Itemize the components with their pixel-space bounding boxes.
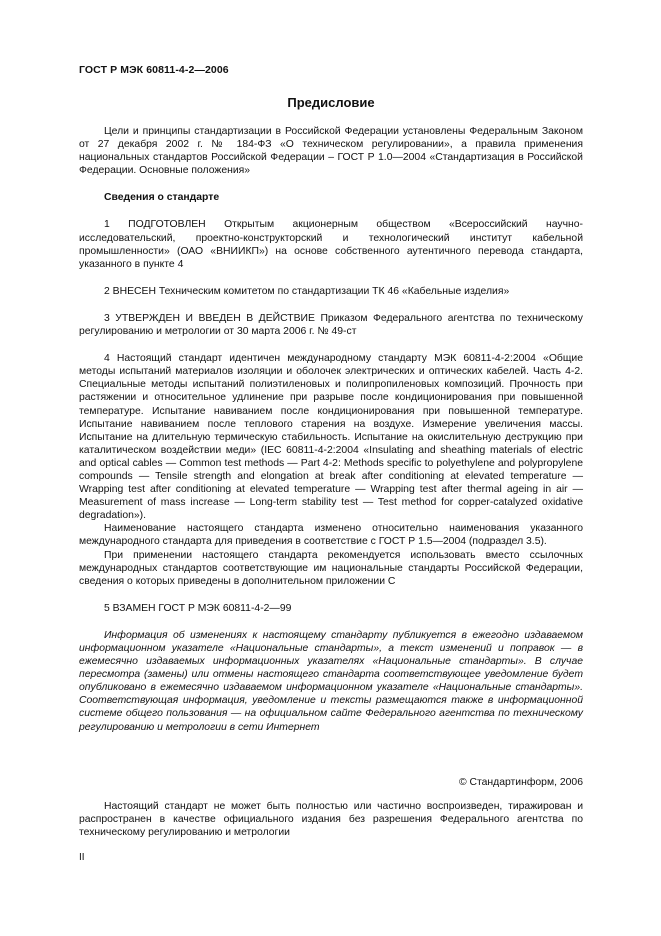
- page-title: Предисловие: [287, 95, 375, 110]
- changes-info-paragraph: Информация об изменениях к настоящему стандарту публикуется в ежегодно издаваемом информационном указателе «Национальные стандарты», а текст изменений и поправок — в ежемесячно издаваемых информационных указателях «Национальные стандарты». В случае пересмотра (замены) или отмены настоящего стандарта соответствующее уведомление будет опубликовано в ежемесячно издаваемом информационном указателе «Национальные стандарты». Соответствующая информация, уведомление и тексты размещаются также в информационной системе общего пользования — на официальном сайте Федерального агентства по техническому регулированию и метрологии в сети Интернет: [79, 629, 583, 733]
- item-4-paragraph: 4 Настоящий стандарт идентичен международному стандарту МЭК 60811-4-2:2004 «Общие методы испытаний материалов изоляции и оболочек электрических и оптических кабелей. Часть 4-2. Специальные методы испытаний полиэтиленовых и полипропиленовых композиций. Прочность при растяжении и относительное удлинение при разрыве после кондиционирования при повышенной температуре. Испытание навиванием после кондиционирования при повышенной температуре. Испытание навиванием после теплового старения на воздухе. Измерение увеличения массы. Испытание на длительную термическую стабильность. Испытание на окислительную деструкцию при каталитическом воздействии меди» (IEC 60811-4-2:2004 «Insulating and sheathing materials of electric and optical cables — Common test methods — Part 4-2: Methods specific to polyethylene and polypropylene compounds — Tensile strength and elongation at break after conditioning at elevated temperature — Wrapping test after conditioning at elevated temperature — Wrapping test after thermal ageing in air — Measurement of mass increase — Long-term stability test — Test method for copper-catalyzed oxidative degradation»).: [79, 353, 583, 522]
- reproduction-notice: [79, 800, 583, 839]
- item-5-paragraph: 5 ВЗАМЕН ГОСТ Р МЭК 60811-4-2—99: [104, 602, 292, 614]
- standard-info-heading: Сведения о стандарте: [104, 192, 220, 204]
- standard-code-header: ГОСТ Р МЭК 60811-4-2—2006: [79, 64, 229, 76]
- preface-body: [79, 125, 583, 734]
- notice-paragraph: Настоящий стандарт не может быть полностью или частично воспроизведен, тиражирован и распространен в качестве официального издания без разрешения Федерального агентства по техническому регулированию и метрологии: [79, 801, 583, 839]
- page-number: II: [79, 852, 85, 863]
- item-3-paragraph: 3 УТВЕРЖДЕН И ВВЕДЕН В ДЕЙСТВИЕ Приказом Федерального агентства по техническому регулированию и метрологии от 30 марта 2006 г. № 49-ст: [79, 312, 583, 338]
- item-2-paragraph: 2 ВНЕСЕН Техническим комитетом по стандартизации ТК 46 «Кабельные изделия»: [104, 285, 510, 297]
- item-4-refs-paragraph: При применении настоящего стандарта рекомендуется использовать вместо ссылочных международных стандартов соответствующие им национальные стандарты Российской Федерации, сведения о которых приведены в дополнительном приложении С: [79, 549, 583, 587]
- item-1-paragraph: 1 ПОДГОТОВЛЕН Открытым акционерным обществом «Всероссийский научно-исследовательский, проектно-конструкторский и технологический институт кабельной промышленности» (ОАО «ВНИИКП») на основе собственного аутентичного перевода стандарта, указанного в пункте 4: [79, 219, 583, 270]
- item-4-name-paragraph: Наименование настоящего стандарта изменено относительно наименования указанного международного стандарта для приведения в соответствие с ГОСТ Р 1.5—2004 (подраздел 3.5).: [79, 523, 583, 548]
- copyright-line: © Стандартинформ, 2006: [458, 777, 583, 788]
- intro-paragraph: Цели и принципы стандартизации в Российской Федерации установлены Федеральным Законом от 27 декабря 2002 г. № 184-ФЗ «О техническом регулировании», а правила применения национальных стандартов Российской Федерации – ГОСТ Р 1.0—2004 «Стандартизация в Российской Федерации. Основные положения»: [79, 126, 583, 177]
